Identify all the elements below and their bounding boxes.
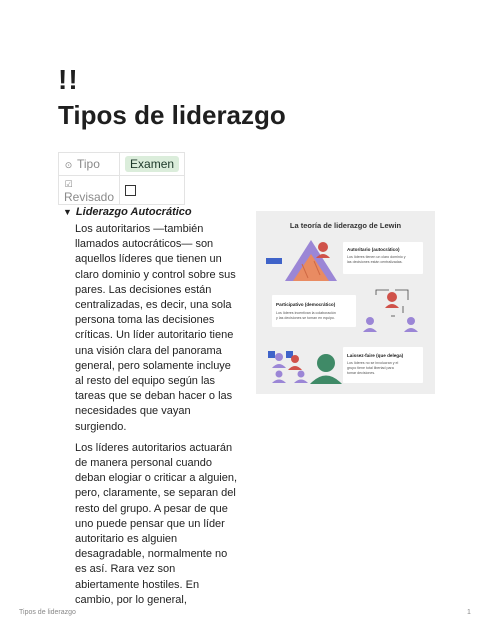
paragraph: Los líderes autoritarios actuarán de manera personal cuando deban elogiar o criticar a alguien, pero, claramente, se separan del resto del grupo. A pesar de que uno puede pensar que un líder autoritario es alguien desagradable, normalmente no es así. Rara vez son abiertamente hostiles. En cambio, por lo general, xyxy=(75,441,238,606)
card-title: Participativo (democrático) xyxy=(276,302,336,307)
card-title: Autoritario (autocrático) xyxy=(347,247,400,252)
card-text-line: las decisiones están centralizadas. xyxy=(347,260,403,264)
page-title: Tipos de liderazgo xyxy=(58,100,286,130)
property-label: Revisado xyxy=(64,190,115,204)
toggle-content xyxy=(75,222,240,614)
property-value-revisado[interactable] xyxy=(120,176,185,205)
card-participative xyxy=(272,295,356,327)
page-icon: !! xyxy=(58,64,79,95)
footer-title: Tipos de liderazgo xyxy=(19,609,76,616)
toggle-triangle-icon[interactable]: ▼ xyxy=(63,207,72,217)
target-icon: ⊙ xyxy=(64,160,73,170)
card-text-line: grupo tiene total libertad para xyxy=(347,366,394,370)
card-title: Laissez-faire (que delega) xyxy=(347,353,404,358)
lewin-theory-figure xyxy=(256,211,435,394)
card-text-line: Los líderes incentivan la colaboración xyxy=(276,311,336,315)
property-value-tipo[interactable] xyxy=(120,153,185,176)
card-laissez-faire xyxy=(343,347,423,383)
checkbox-icon: ☑ xyxy=(64,179,73,189)
revisado-checkbox[interactable] xyxy=(125,185,136,196)
toggle-heading-text: Liderazgo Autocrático xyxy=(75,206,192,218)
toggle-heading[interactable] xyxy=(63,206,192,218)
page-number: 1 xyxy=(467,609,471,616)
laissez-faire-illustration xyxy=(268,351,342,384)
card-autocratic xyxy=(343,242,423,274)
card-text-line: tomar decisiones. xyxy=(347,371,376,375)
property-row-revisado xyxy=(59,176,185,205)
property-label: Tipo xyxy=(77,157,100,171)
properties-table xyxy=(58,152,185,205)
card-text-line: Los líderes no se involucran y el xyxy=(347,361,399,365)
paragraph: Los autoritarios —también llamados autocráticos— son aquellos líderes que tienen un claro dominio y control sobre sus pares. Las decisiones están centralizadas, es decir, una sola persona toma las decisiones críticas. Un líder autoritario tiene una visión clara del panorama general, pero solamente incluye al resto del equipo según las tareas que se deban hacer o las necesidades que vayan surgiendo. xyxy=(75,223,236,433)
card-text-line: Los líderes tienen un claro dominio y xyxy=(347,255,406,259)
autocratic-illustration xyxy=(266,240,337,281)
card-text-line: y las decisiones se toman en equipo. xyxy=(276,316,335,320)
figure-title: La teoría de liderazgo de Lewin xyxy=(289,221,402,230)
select-tag[interactable]: Examen xyxy=(125,156,179,172)
participative-illustration xyxy=(363,290,418,332)
property-row-tipo xyxy=(59,153,185,176)
property-name-tipo[interactable] xyxy=(59,153,120,176)
property-name-revisado[interactable] xyxy=(59,176,120,205)
